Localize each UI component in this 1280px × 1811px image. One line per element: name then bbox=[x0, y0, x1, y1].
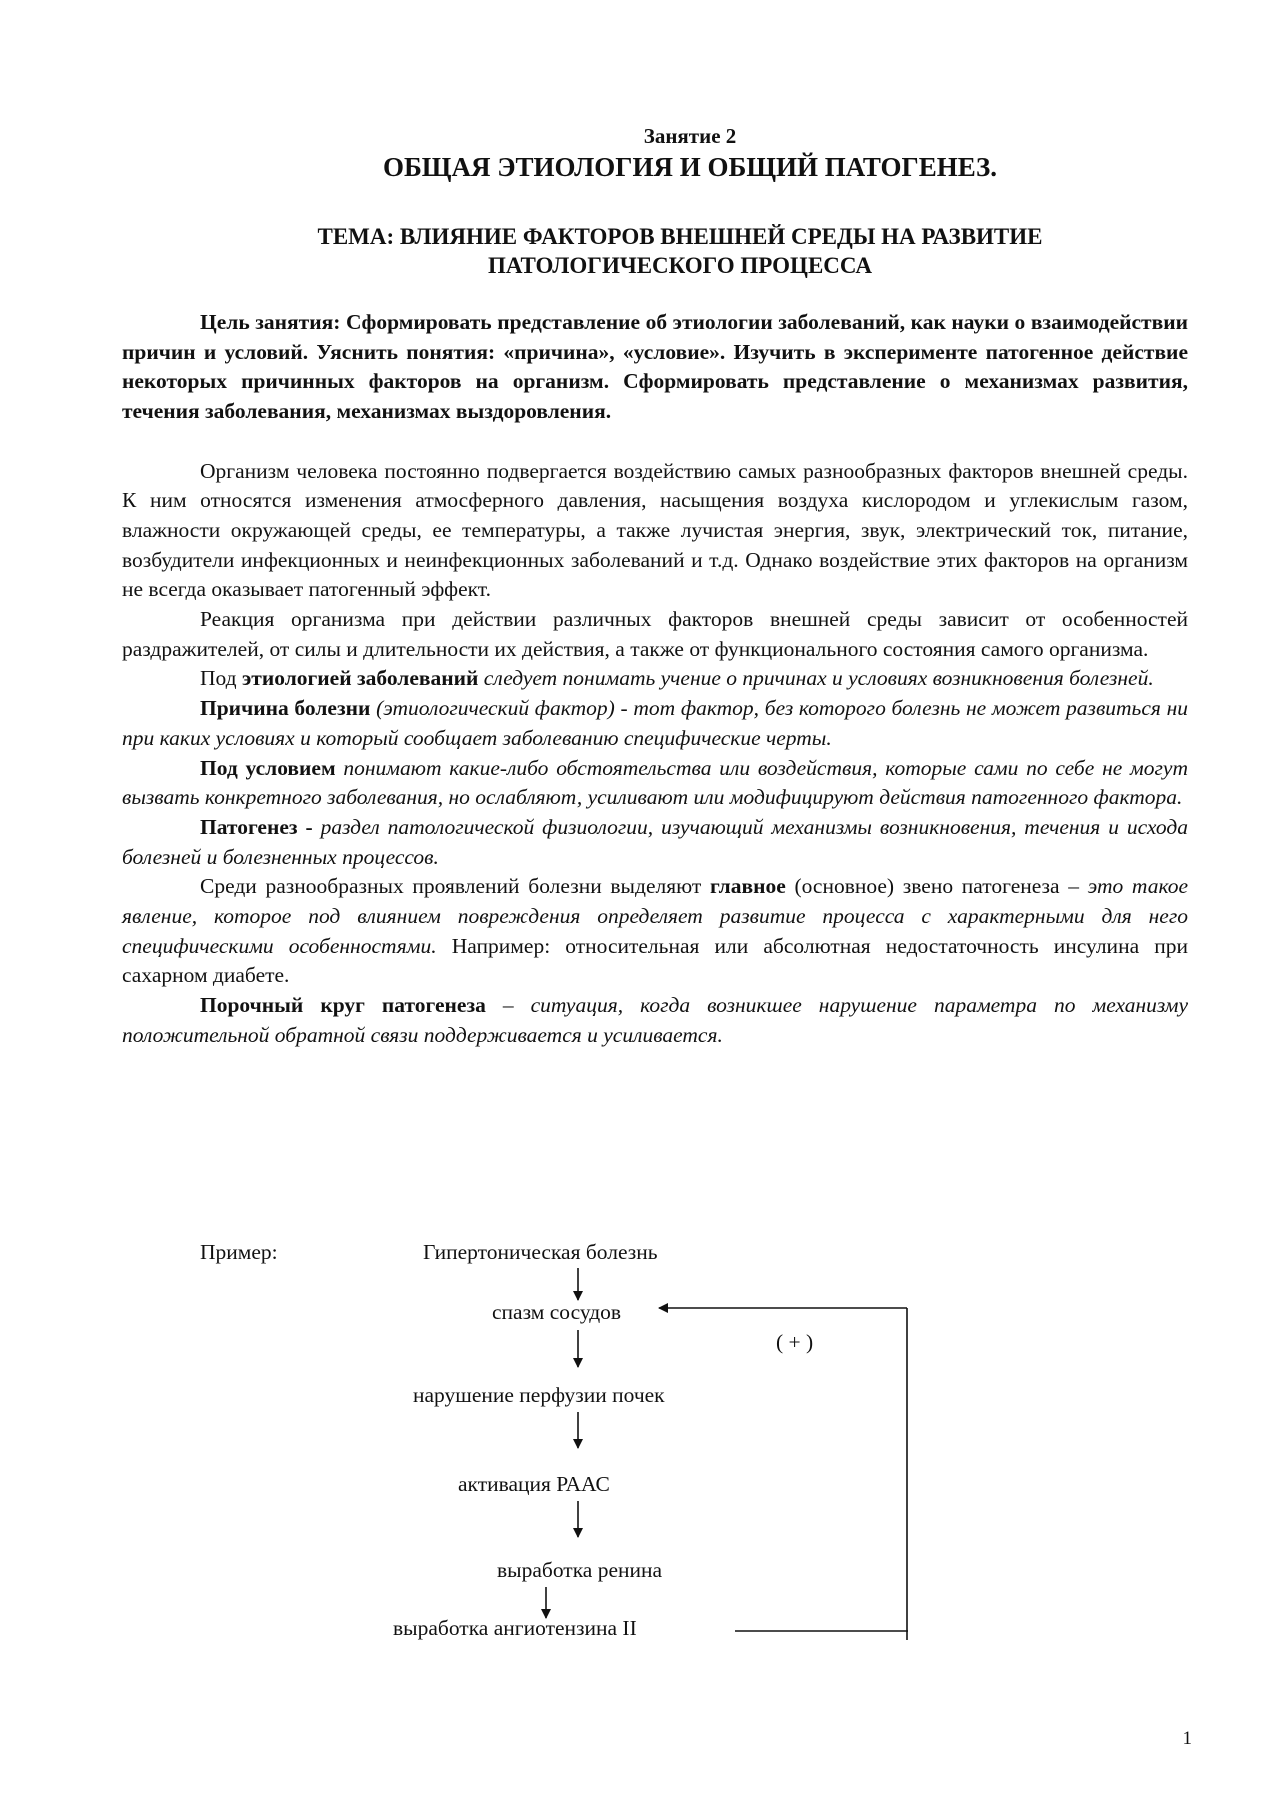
theme-line-2: ПАТОЛОГИЧЕСКОГО ПРОЦЕССА bbox=[488, 253, 872, 278]
diagram-node-renin: выработка ренина bbox=[497, 1558, 663, 1582]
lesson-number: Занятие 2 bbox=[643, 124, 737, 148]
paragraph-vicious-circle bbox=[122, 991, 1188, 1050]
page-number: 1 bbox=[1182, 1728, 1192, 1749]
paragraph-etiology bbox=[122, 664, 1188, 694]
paragraph-main-link bbox=[122, 872, 1188, 991]
paragraph-reaction: Реакция организма при действии различных факторов внешней среды зависит от особенностей раздражителей, от силы и длительности их действия, а также от функционального состояния самого организма. bbox=[122, 607, 1188, 661]
body-text bbox=[122, 308, 1188, 1051]
paragraph-condition bbox=[122, 754, 1188, 813]
diagram-node-angiotensin: выработка ангиотензина II bbox=[393, 1616, 637, 1640]
pathogenesis-definition: раздел патологической физиологии, изучающий механизмы возникновения, течения и исхода болезней и болезненных процессов. bbox=[122, 814, 1189, 869]
diagram-arrows bbox=[0, 1240, 1280, 1660]
diagram-node-vasospasm: спазм сосудов bbox=[492, 1300, 622, 1324]
diagram-node-raas-activation: активация РААС bbox=[458, 1472, 610, 1496]
theme-line-1: ТЕМА: ВЛИЯНИЕ ФАКТОРОВ ВНЕШНЕЙ СРЕДЫ НА РАЗВИТИЕ bbox=[317, 224, 1043, 249]
theme-heading bbox=[0, 222, 1280, 280]
etiology-prefix: Под bbox=[200, 666, 242, 691]
main-link-prefix: Среди разнообразных проявлений болезни выделяют bbox=[200, 874, 710, 899]
pathogenesis-term: Патогенез - bbox=[200, 814, 313, 839]
cause-term: Причина болезни bbox=[200, 696, 371, 721]
condition-definition: понимают какие-либо обстоятельства или воздействия, которые сами по себе не могут вызвать конкретного заболевания, но ослабляют, усиливают или модифицируют действия патогенного фактора. bbox=[122, 755, 1188, 810]
main-link-mid: (основное) звено патогенеза – bbox=[785, 874, 1088, 899]
diagram-node-renal-perfusion: нарушение перфузии почек bbox=[413, 1383, 665, 1407]
main-link-term: главное bbox=[709, 874, 786, 899]
etiology-definition: следует понимать учение о причинах и условиях возникновения болезней. bbox=[478, 666, 1154, 691]
paragraph-environment: Организм человека постоянно подвергается воздействию самых разнообразных факторов внешней среды. К ним относятся изменения атмосферного давления, насыщения воздуха кислородом и углекислым газом, влажности окружающей среды, ее температуры, а также лучистая энергия, звук, электрический ток, питание, возбудители инфекционных и неинфекционных заболеваний и т.д. Однако воздействие этих факторов на организм не всегда оказывает патогенный эффект. bbox=[122, 458, 1188, 602]
etiology-term: этиологией заболеваний bbox=[241, 666, 479, 691]
cause-definition: (этиологический фактор) - тот фактор, без которого болезнь не может развиться ни при каких условиях и который сообщает заболеванию специфические черты. bbox=[122, 696, 1188, 750]
vicious-circle-diagram bbox=[0, 1240, 1280, 1660]
main-link-example: Например: относительная или абсолютная недостаточность инсулина при сахарном диабете. bbox=[122, 933, 1188, 988]
page-title: ОБЩАЯ ЭТИОЛОГИЯ И ОБЩИЙ ПАТОГЕНЕЗ. bbox=[382, 152, 998, 182]
goal-paragraph: Цель занятия: Сформировать представление об этиологии заболеваний, как науки о взаимодействии причин и условий. Уяснить понятия: «причина», «условие». Изучить в эксперименте патогенное действие некоторых причинных факторов на организм. Сформировать представление о механизмах развития, течения заболевания, механизмах выздоровления. bbox=[122, 310, 1188, 424]
example-label: Пример: bbox=[200, 1240, 278, 1264]
vicious-circle-dash: – bbox=[485, 993, 531, 1018]
vicious-circle-definition: ситуация, когда возникшее нарушение параметра по механизму положительной обратной связи поддерживается и усиливается. bbox=[122, 993, 1188, 1047]
paragraph-cause bbox=[122, 694, 1188, 753]
feedback-label: ( + ) bbox=[776, 1330, 814, 1354]
paragraph-pathogenesis bbox=[122, 813, 1188, 872]
main-link-definition: это такое явление, которое под влиянием повреждения определяет развитие процесса с характерными для него специфическими особенностями. bbox=[122, 874, 1188, 958]
condition-term: Под условием bbox=[200, 755, 336, 780]
vicious-circle-term: Порочный круг патогенеза bbox=[200, 993, 486, 1018]
diagram-node-hypertension: Гипертоническая болезнь bbox=[423, 1240, 658, 1264]
